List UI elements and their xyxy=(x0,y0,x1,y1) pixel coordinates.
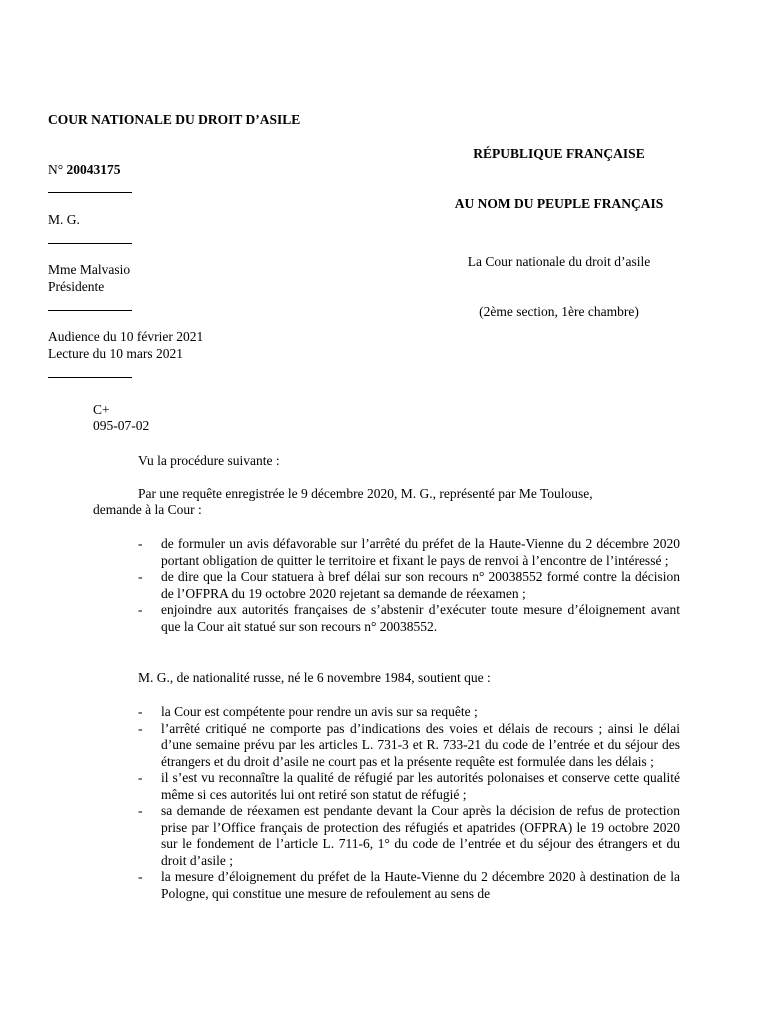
applicant-name: M. G. xyxy=(48,212,80,227)
dash: - xyxy=(138,704,143,719)
dash: - xyxy=(138,720,143,736)
dash: - xyxy=(138,536,143,551)
court-statement: La Cour nationale du droit d’asile xyxy=(467,254,651,269)
classification-code: C+ xyxy=(93,402,110,417)
list-item xyxy=(138,770,680,803)
list-item-text: de formuler un avis défavorable sur l’arrêté du préfet de la Haute-Vienne du 2 décembre 2020 portant obligation de quitter le territoire et fixant le pays de renvoi à l’encontre de l’intéressé ; xyxy=(161,536,680,568)
list-item xyxy=(138,869,680,902)
dash: - xyxy=(138,602,143,617)
list-item-text: de dire que la Cour statuera à bref délai sur son recours n° 20038552 formé contre la décision de l’OFPRA du 19 octobre 2020 rejetant sa demande de réexamen ; xyxy=(161,569,680,601)
section-chamber: (2ème section, 1ère chambre) xyxy=(479,304,639,319)
case-number-line xyxy=(48,162,121,179)
list-item xyxy=(138,704,680,721)
list-item-text: enjoindre aux autorités françaises de s’abstenir d’exécuter toute mesure d’éloignement avant que la Cour ait statué sur son recours n° 20038552. xyxy=(161,602,680,634)
list-item-text: la mesure d’éloignement du préfet de la Haute-Vienne du 2 décembre 2020 à destination de la Pologne, qui constitue une mesure de refoulement au sens de xyxy=(161,869,680,901)
list-item-text: l’arrêté critiqué ne comporte pas d’indications des voies et délais de recours ; ainsi le délai d’une semaine prévu par les articles L. 731-3 et R. 733-21 du code de l’entrée et du séjour des étrangers et du droit d’asile ne court pas et la présente requête est formulée dans les délais ; xyxy=(161,720,680,769)
case-prefix: N° xyxy=(48,162,64,177)
list-item xyxy=(138,803,680,869)
request-list xyxy=(138,536,680,635)
divider xyxy=(48,192,132,193)
list-item-text: sa demande de réexamen est pendante devant la Cour après la décision de refus de protection prise par l’Office français de protection des réfugiés et apatrides (OFPRA) le 19 octobre 2020 sur le fondement de l’article L. 711-6, 1° du code de l’entrée et du séjour des étrangers et du droit d’asile ; xyxy=(161,803,680,868)
list-item xyxy=(138,569,680,602)
divider xyxy=(48,310,132,311)
republic-title: RÉPUBLIQUE FRANÇAISE xyxy=(473,146,645,161)
classification-number: 095-07-02 xyxy=(93,418,150,433)
court-name: COUR NATIONALE DU DROIT D’ASILE xyxy=(48,112,301,127)
list-item-text: la Cour est compétente pour rendre un avis sur sa requête ; xyxy=(161,704,478,719)
reading-date: Lecture du 10 mars 2021 xyxy=(48,346,183,361)
soutient-paragraph: M. G., de nationalité russe, né le 6 novembre 1984, soutient que : xyxy=(138,670,491,685)
peuple-title: AU NOM DU PEUPLE FRANÇAIS xyxy=(454,196,664,211)
dash: - xyxy=(138,869,143,884)
arguments-list xyxy=(138,704,680,902)
list-item-text: il s’est vu reconnaître la qualité de réfugié par les autorités polonaises et conserve cette qualité même si ces autorités lui ont retiré son statut de réfugié ; xyxy=(161,770,680,802)
dash: - xyxy=(138,569,143,584)
dash: - xyxy=(138,803,143,818)
list-item xyxy=(138,536,680,569)
list-item xyxy=(138,602,680,635)
vu-procedure: Vu la procédure suivante : xyxy=(138,453,280,468)
dash: - xyxy=(138,770,143,785)
list-item xyxy=(138,721,680,771)
divider xyxy=(48,243,132,244)
divider xyxy=(48,377,132,378)
request-paragraph-line2: demande à la Cour : xyxy=(93,502,202,517)
hearing-date: Audience du 10 février 2021 xyxy=(48,329,204,344)
case-number: 20043175 xyxy=(66,162,121,177)
judge-name: Mme Malvasio xyxy=(48,262,131,277)
request-paragraph-line1: Par une requête enregistrée le 9 décembre 2020, M. G., représenté par Me Toulouse, xyxy=(138,486,593,501)
judge-role: Présidente xyxy=(48,279,105,294)
